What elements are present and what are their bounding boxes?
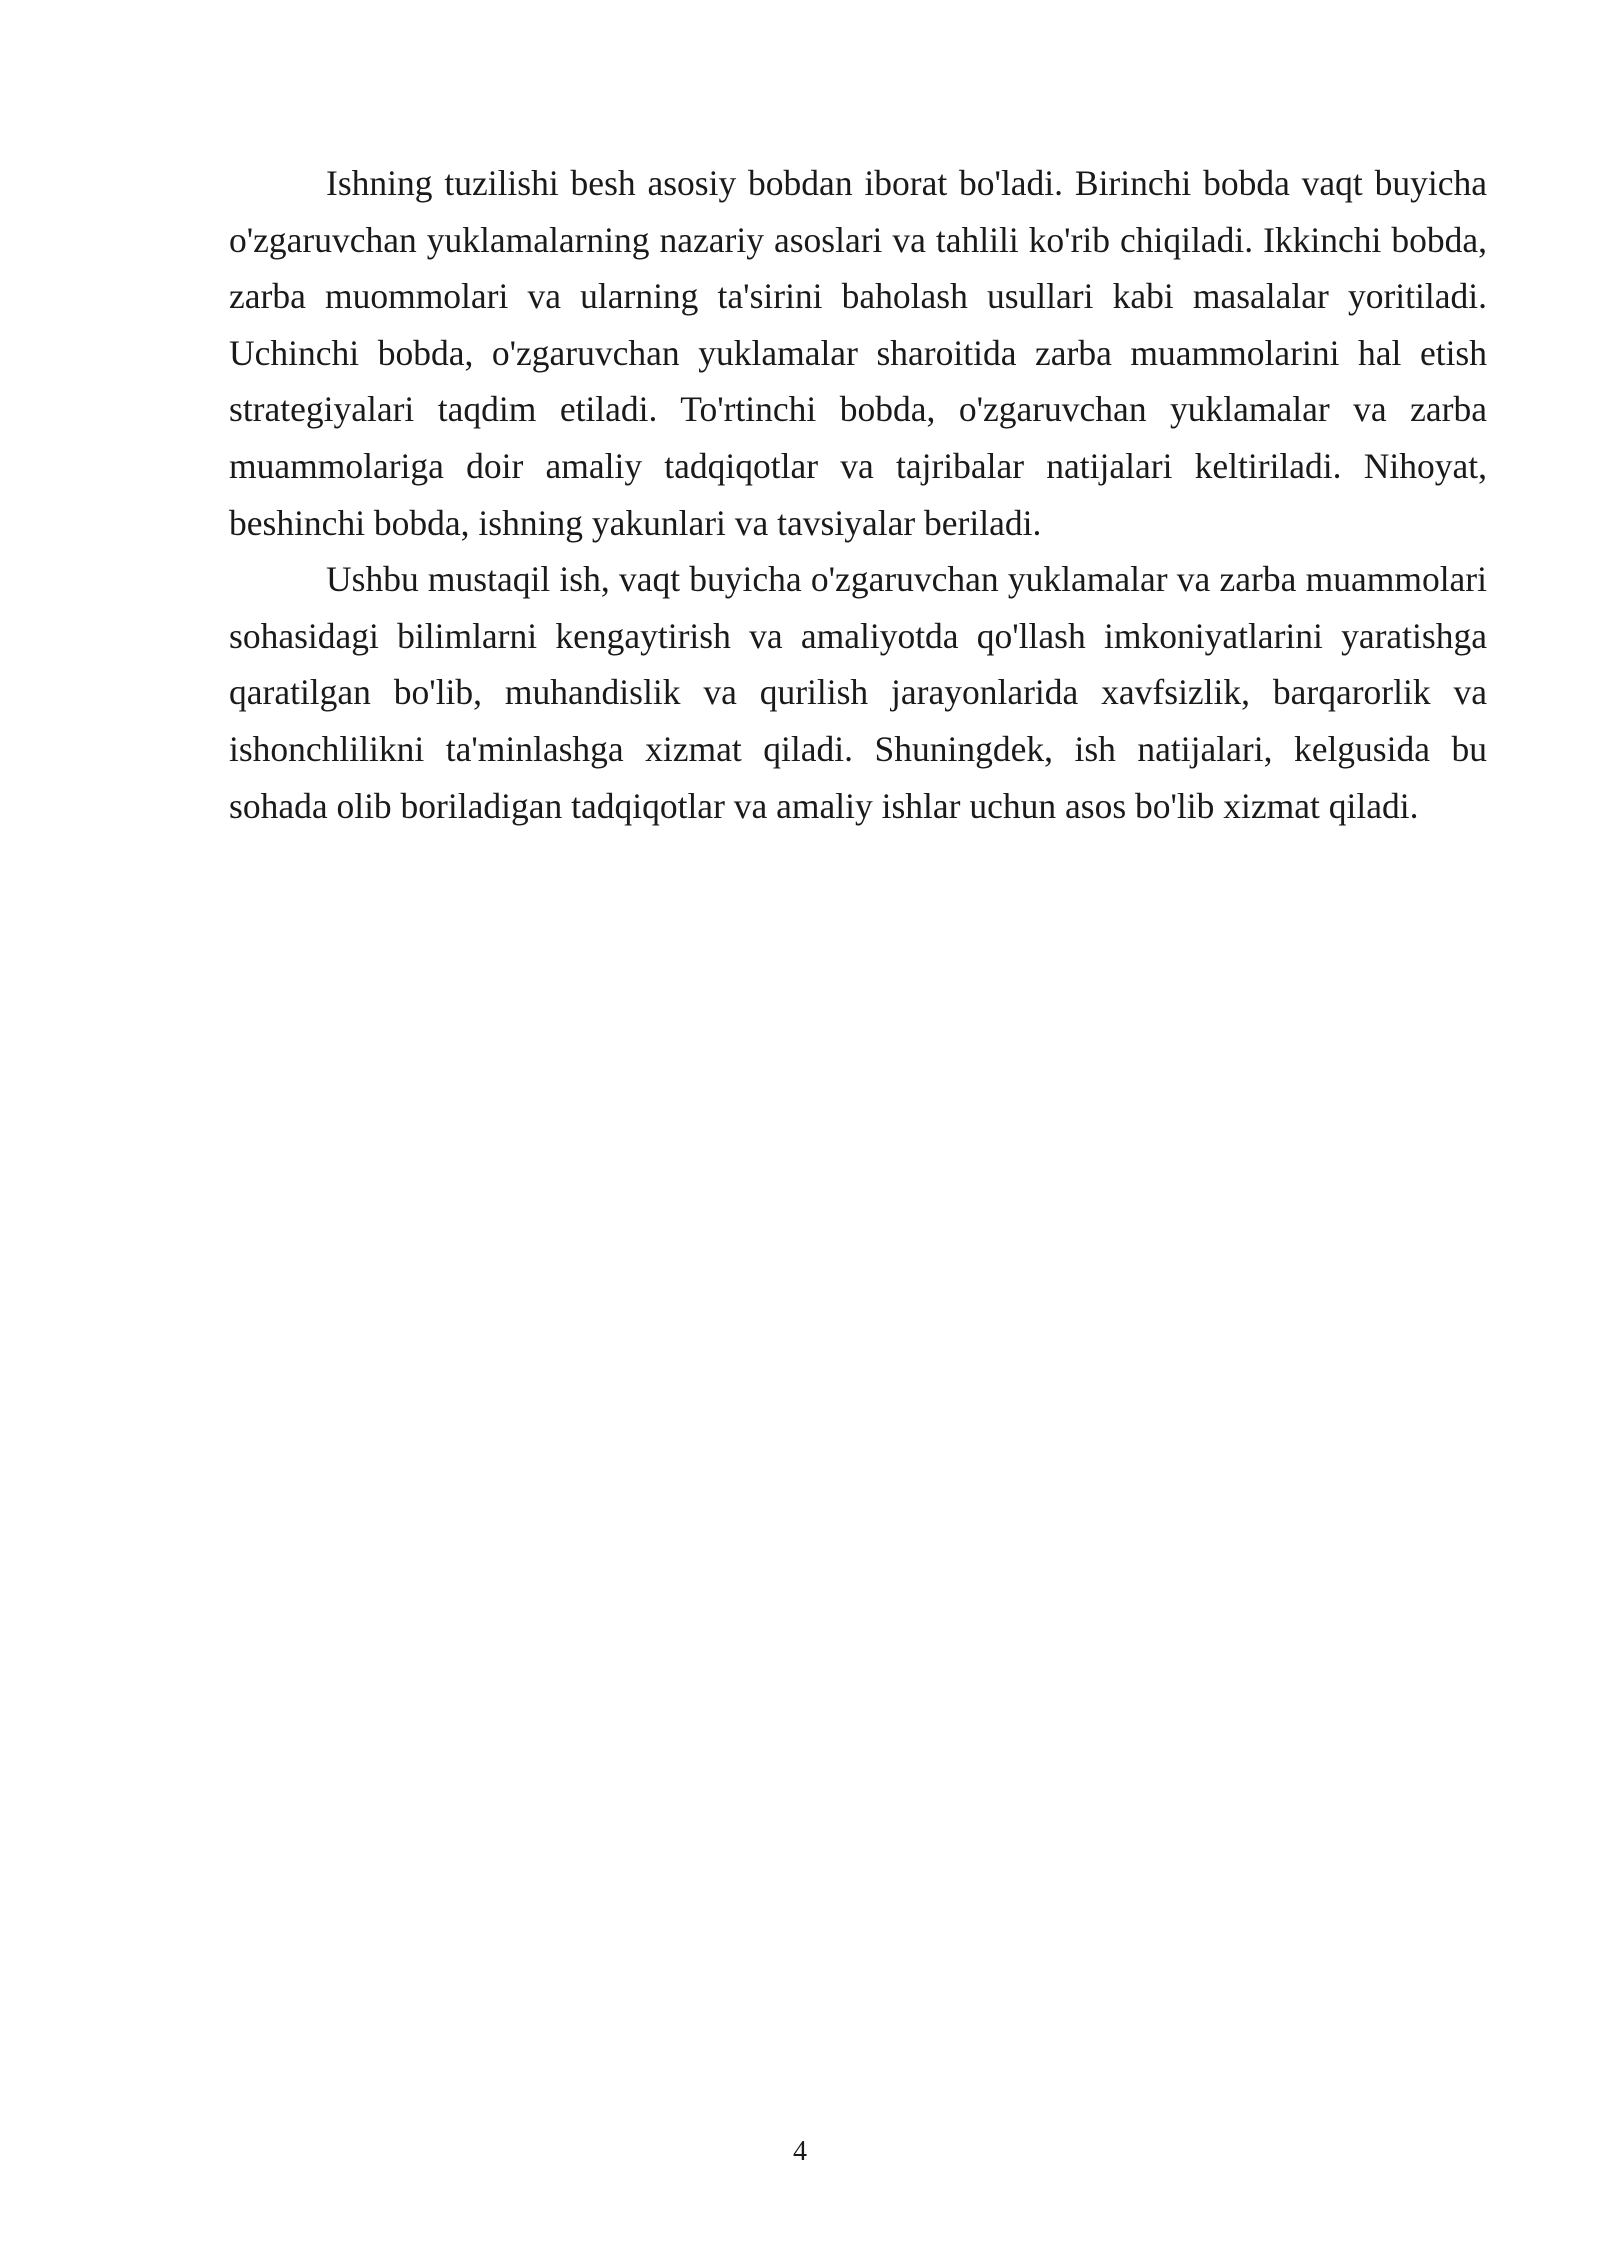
paragraph-purpose: Ushbu mustaqil ish, vaqt buyicha o'zgaruvchan yuklamalar va zarba muammolari sohasidagi bilimlarni kengaytirish va amaliyotda qo'llash imkoniyatlarini yaratishga qaratilgan bo'lib, muhandislik va qurilish jarayonlarida xavfsizlik, barqarorlik va ishonchlilikni ta'minlashga xizmat qiladi. Shuningdek, ish natijalari, kelgusida bu sohada olib boriladigan tadqiqotlar va amaliy ishlar uchun asos bo'lib xizmat qiladi.	[229, 559, 1487, 826]
paragraph-structure: Ishning tuzilishi besh asosiy bobdan iborat bo'ladi. Birinchi bobda vaqt buyicha o'zgaruvchan yuklamalarning nazariy asoslari va tahlili ko'rib chiqiladi. Ikkinchi bobda, zarba muommolari va ularning ta'sirini baholash usullari kabi masalalar yoritiladi. Uchinchi bobda, o'zgaruvchan yuklamalar sharoitida zarba muammolarini hal etish strategiyalari taqdim etiladi. To'rtinchi bobda, o'zgaruvchan yuklamalar va zarba muammolariga doir amaliy tadqiqotlar va tajribalar natijalari keltiriladi. Nihoyat, beshinchi bobda, ishning yakunlari va tavsiyalar beriladi.	[229, 163, 1487, 543]
body-text	[229, 155, 1487, 834]
page-number: 4	[793, 2136, 807, 2167]
